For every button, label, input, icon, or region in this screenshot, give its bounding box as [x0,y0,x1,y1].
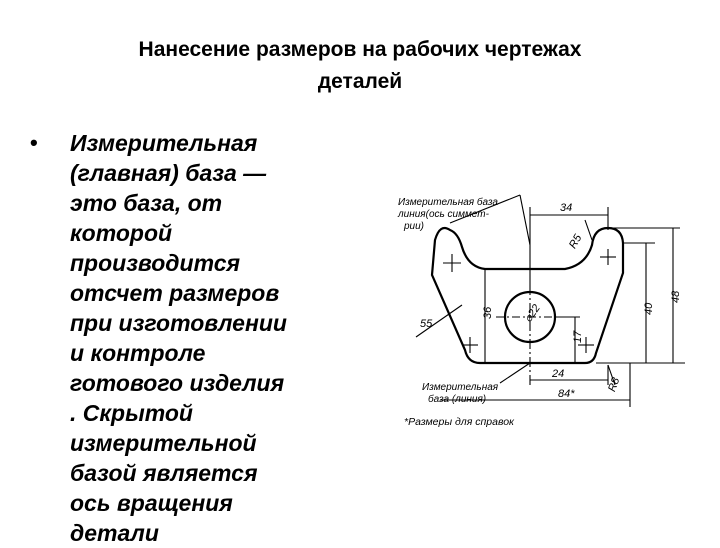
dim-label-55: 55 [420,318,433,330]
leader-base-bottom [500,363,530,383]
label-base-bottom-line2: база (линия) [428,394,487,405]
dim-label-36: 36 [482,306,494,319]
label-base-line1: Измерительная база [398,197,498,208]
label-base-bottom-line1: Измерительная [422,382,499,393]
slide-title-line2: деталей [317,70,403,93]
slide-title [40,34,680,98]
dim-label-22: ⌀22 [522,302,543,325]
bullet-marker: • [30,130,38,155]
slide-title-line1: Нанесение размеров на рабочих чертежах [138,38,582,61]
label-base-line2: линия(ось симмет- [398,209,489,220]
leader-r5 [585,220,592,240]
dim-label-r8: R8 [606,376,623,394]
dim-label-17: 17 [572,330,584,343]
dim-label-40: 40 [643,302,655,315]
dim-label-48: 48 [670,290,682,303]
label-base-line3: рии) [404,221,425,232]
technical-drawing [380,185,700,445]
dim-label-84: 84* [558,388,575,400]
dim-label-r5: R5 [566,232,585,251]
bullet-text: Измерительная (главная) база — это база, от которой производится отсчет размеров при изготовлении и контроле готового изделия . Скрытой измерительной базой является ось вращения детали [70,130,287,546]
footnote: *Размеры для справок [404,416,514,428]
dim-label-34: 34 [560,202,573,214]
dim-label-24: 24 [552,368,565,380]
technical-drawing-svg [380,185,700,445]
